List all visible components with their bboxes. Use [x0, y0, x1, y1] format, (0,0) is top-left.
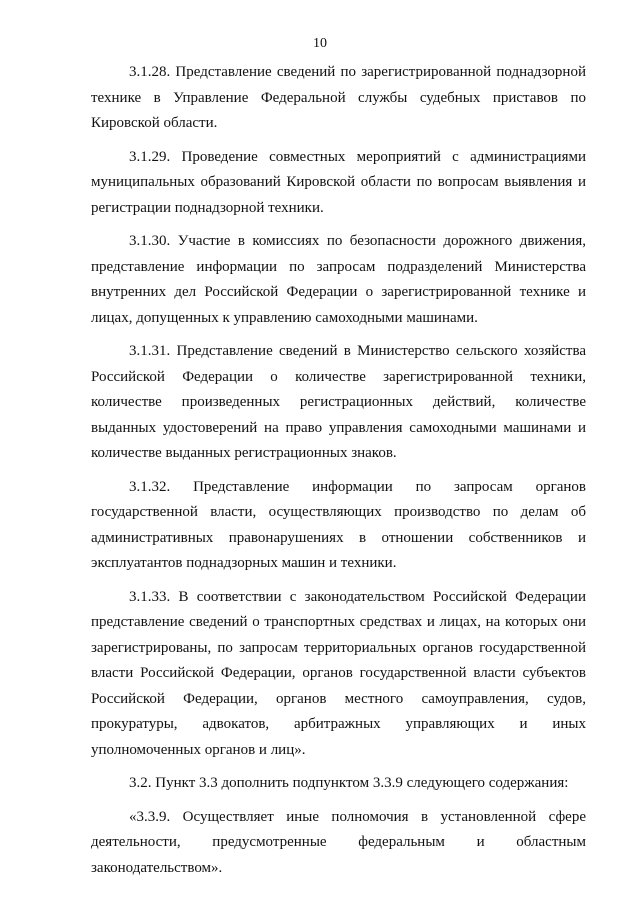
paragraph-3-1-32: 3.1.32. Представление информации по запросам органов государственной власти, осуществляющих производство по делам об административных правонарушениях в отношении собственников и эксплуатантов поднадзорных машин и техники. — [91, 478, 586, 571]
paragraph-3-1-31: 3.1.31. Представление сведений в Министерство сельского хозяйства Российской Федерации о количестве зарегистрированной техники, количестве произведенных регистрационных действий, количестве выданных удостоверений на право управления самоходными машинами и количестве выданных регистрационных знаков. — [91, 343, 586, 461]
paragraph-3-1-33: 3.1.33. В соответствии с законодательством Российской Федерации представление сведений о транспортных средствах и лицах, на которых они зарегистрированы, по запросам территориальных органов государственной власти Российской Федерации, органов государственной власти субъектов Российской Федерации, органов местного самоуправления, судов, прокуратуры, адвокатов, арбитражных управляющих и иных уполномоченных органов и лиц». — [91, 588, 586, 758]
paragraph-3-1-29: 3.1.29. Проведение совместных мероприятий с администрациями муниципальных образований Кировской области по вопросам выявления и регистрации поднадзорной техники. — [91, 148, 586, 216]
paragraph-3-2: 3.2. Пункт 3.3 дополнить подпунктом 3.3.9 следующего содержания: — [129, 775, 569, 791]
paragraph-3-3-9: «3.3.9. Осуществляет иные полномочия в установленной сфере деятельности, предусмотренные федеральным и областным законодательством». — [91, 808, 586, 876]
paragraph-3-1-30: 3.1.30. Участие в комиссиях по безопасности дорожного движения, представление информации по запросам подразделений Министерства внутренних дел Российской Федерации о зарегистрированной технике и лицах, допущенных к управлению самоходными машинами. — [91, 233, 586, 326]
page-number: 10 — [313, 36, 327, 51]
document-body — [91, 60, 586, 881]
paragraph-3-1-28: 3.1.28. Представление сведений по зарегистрированной поднадзорной технике в Управление Федеральной службы судебных приставов по Кировской области. — [91, 64, 586, 131]
